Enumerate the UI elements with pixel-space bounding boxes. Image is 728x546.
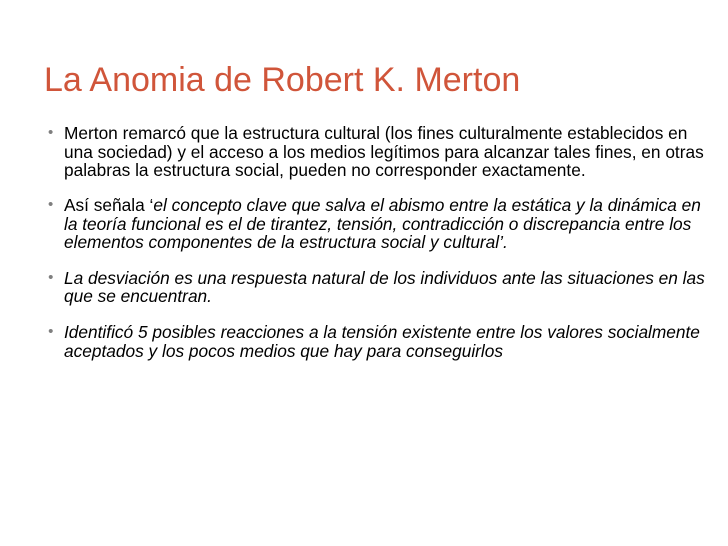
bullet-text: Merton remarcó que la estructura cultural (los fines culturalmente establecidos en una sociedad) y el acceso a los medios legítimos para alcanzar tales fines, en otras palabras la estructura social, pueden no corresponder exactamente. [64,123,704,180]
bullet-item [48,196,708,252]
bullet-item [48,124,708,180]
bullet-marker-icon: • [48,268,54,286]
bullet-marker-icon: • [48,124,54,141]
bullet-list [48,124,708,360]
bullet-quote-text: el concepto clave que salva el abismo entre la estática y la dinámica en la teoría funcional es el de tirantez, tensión, contradicción o discrepancia entre los elementos componentes de la estructura social y cultural’. [64,195,701,252]
bullet-item [48,323,708,360]
bullet-marker-icon: • [48,196,54,213]
bullet-text: La desviación es una respuesta natural de los individuos ante las situaciones en las que se encuentran. [64,267,705,306]
bullet-marker-icon: • [48,323,54,340]
bullet-text: Identificó 5 posibles reacciones a la tensión existente entre los valores socialmente aceptados y los pocos medios que hay para conseguirlos [64,322,700,361]
bullet-lead-text: Así señala ‘ [64,195,154,215]
slide-title: La Anomia de Robert K. Merton [44,61,521,99]
bullet-item [48,269,708,306]
